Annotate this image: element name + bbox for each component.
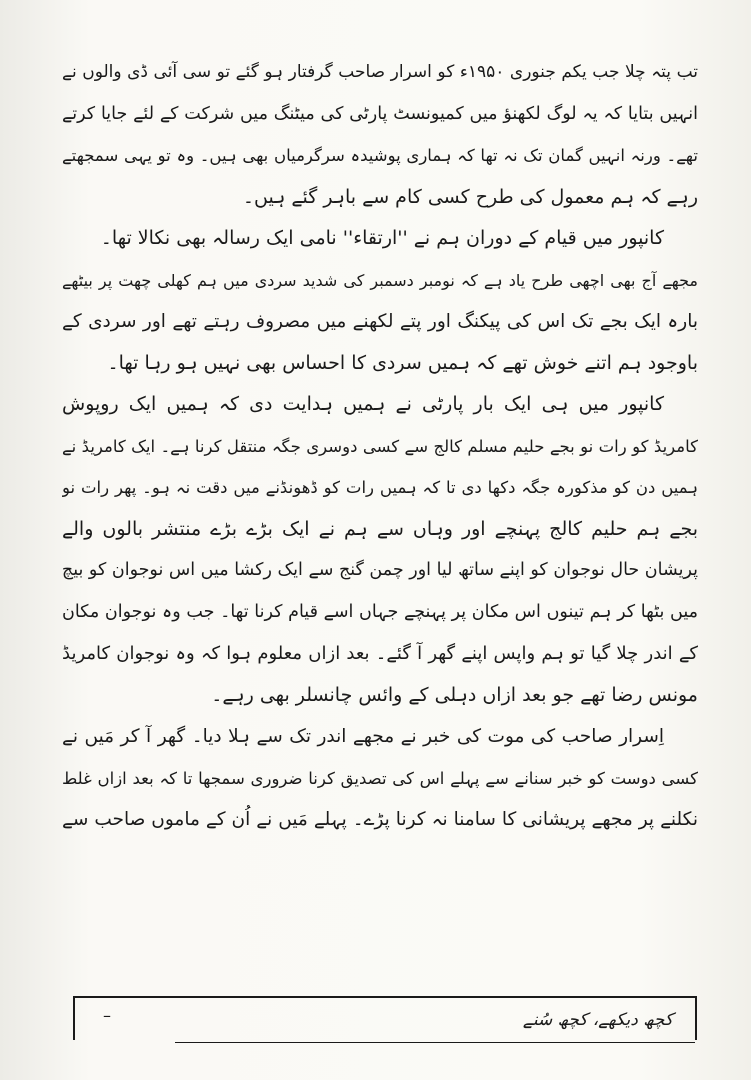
text-line: مجھے آج بھی اچھی طرح یاد ہے کہ نومبر دسمبر کی شدید سردی میں ہم کھلی چھت پر بیٹھے (62, 270, 698, 290)
text-line: میں بٹھا کر ہم تینوں اس مکان پر پہنچے جہاں اسے قیام کرنا تھا۔ جب وہ نوجوان مکان (62, 601, 698, 622)
text-line: انہیں بتایا کہ یہ لوگ لکھنؤ میں کمیونسٹ پارٹی کی میٹنگ میں شرکت کے لئے جایا کرتے (62, 103, 698, 124)
body-text (62, 52, 698, 841)
footer-page-mark: – (103, 1006, 111, 1025)
text-line: اِسرار صاحب کی موت کی خبر نے مجھے اندر تک سے ہلا دیا۔ گھر آ کر مَیں نے (62, 726, 664, 747)
text-line: کامریڈ کو رات نو بجے حلیم مسلم کالج سے کسی دوسری جگہ منتقل کرنا ہے۔ ایک کامریڈ نے (62, 436, 698, 456)
text-line: رہے کہ ہم معمول کی طرح کسی کام سے باہر گئے ہیں۔ (242, 185, 698, 208)
text-line: باوجود ہم اتنے خوش تھے کہ ہمیں سردی کا احساس بھی نہیں ہو رہا تھا۔ (107, 351, 698, 374)
text-line: نکلنے پر مجھے پریشانی کا سامنا نہ کرنا پڑے۔ پہلے مَیں نے اُن کے ماموں صاحب سے (62, 809, 698, 830)
footer-divider (175, 1042, 695, 1043)
text-line: ہمیں دن کو مذکورہ جگہ دکھا دی تا کہ ہمیں رات کو ڈھونڈنے میں دقت نہ ہو۔ پھر رات نو (62, 478, 698, 497)
footer-book-title: کچھ دیکھے، کچھ سُنے (522, 1010, 673, 1030)
text-line: بجے ہم حلیم کالج پہنچے اور وہاں سے ہم نے ایک بڑے بڑے منتشر بالوں والے (62, 517, 698, 540)
text-line: پریشان حال نوجوان کو اپنے ساتھ لیا اور چمن گنج سے ایک رکشا میں اس نوجوان کو بیچ (62, 560, 698, 580)
text-line: تب پتہ چلا جب یکم جنوری ۱۹۵۰ء کو اسرار صاحب گرفتار ہو گئے تو سی آئی ڈی والوں نے (62, 62, 698, 82)
text-line: کانپور میں قیام کے دوران ہم نے ''ارتقاء'' نامی ایک رسالہ بھی نکالا تھا۔ (100, 227, 664, 249)
text-line: مونس رضا تھے جو بعد ازاں دہلی کے وائس چانسلر بھی رہے۔ (211, 683, 698, 706)
text-line: تھے۔ ورنہ انہیں گمان تک نہ تھا کہ ہماری پوشیدہ سرگرمیاں بھی ہیں۔ وہ تو یہی سمجھتے (62, 146, 698, 165)
text-line: کسی دوست کو خبر سنانے سے پہلے اس کی تصدیق کرنا ضروری سمجھا تا کہ بعد ازاں غلط (62, 768, 698, 788)
footer-frame (73, 996, 697, 1040)
text-line: کانپور میں ہی ایک بار پارٹی نے ہمیں ہدایت دی کہ ہمیں ایک روپوش (62, 393, 664, 415)
text-line: بارہ ایک بجے تک اس کی پیکنگ اور پتے لکھنے میں مصروف رہتے تھے اور سردی کے (62, 311, 698, 332)
text-line: کے اندر چلا گیا تو ہم واپس اپنے گھر آ گئے۔ بعد ازاں معلوم ہوا کہ وہ نوجوان کامریڈ (62, 643, 698, 664)
